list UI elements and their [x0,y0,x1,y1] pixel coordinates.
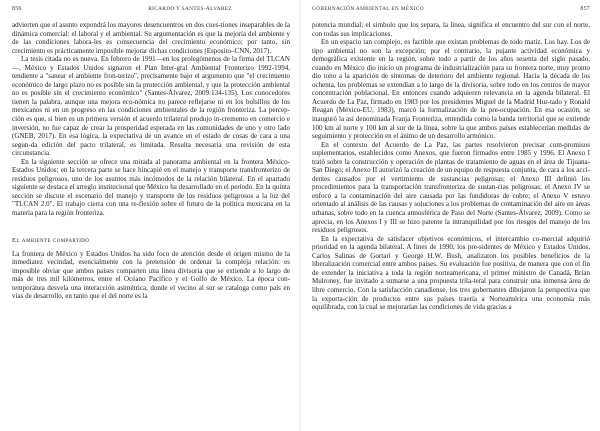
right-body-text [312,21,590,312]
left-paragraph-1: advierten que el asunto expondrá los mayores desencuentros en dos cues-tiones inseparables de la dinámica comercial: el laboral y el ambiental. Su argumentación es que la mejoría del ambiente y de las condiciones labora-les es consecuencia del crecimiento económico; por tanto, sin crecimiento es prácticamente imposible mejorar dichas condiciones (Esposito–CNN, 2017). [12,21,290,55]
left-running-title: RICARDO Y SANTES-ÁLVAREZ [148,6,232,12]
right-page [300,0,600,431]
left-body-text [12,21,290,301]
right-paragraph-4: En la expectativa de satisfacer objetivos económicos, el intercambio co-mercial adquirió prioridad en la agenda bilateral. A fines de 1990, los pre-sidentes de México y Estados Unidos, Carlos Salinas de Gortari y George H.W. Bush, analizaron los posibles beneficios de la liberalización comercial entre ambos países. Su evaluación fue positiva, de manera que con el fin de extender la iniciativa a toda la región norteamericana, el primer ministro de Canadá, Brian Mulroney, fue invitado a sumarse a una propuesta trila-teral para construir una inmensa área de libre comercio. Con la satisfacción canadiense, los tres gobernantes dibujaron la perspectiva que la exporta-ción de productos entre sus países traería a Norteamérica una economía más equilibrada, con la cual se mejorarían las condiciones de vida gracias a [312,234,590,312]
section-paragraph-1: La frontera de México y Estados Unidos ha sido foco de atención desde el origen mismo de la inmediatez vecindad, esencialmente con la pretensión de ordenar la compleja relación: es imposible obviar que ambos países comparten una línea divisoria que se extiende a lo largo de más de tres mil kilómetros, entre el Océano Pacífico y el Golfo de México. La época con-temporánea desvela una interacción asimétrica, donde el vecino al sur se cataloga como país en vías de desarrollo, en tanto que el del norte es la [12,249,290,301]
right-running-title: GOBERNACIÓN AMBIENTAL EN MÉXICO [312,6,424,12]
left-paragraph-3: En la siguiente sección se ofrece una mirada al panorama ambiental en la frontera México-Estados Unidos; en la tercera parte se hace hincapié en el manejo y transporte transfronterizo de residuos peligrosos, uno de los asuntos más incómodos de la relación bilateral. En el apartado siguiente se destaca el arreglo institucional que México ha desarrollado en el periodo. En la quinta sección se discute el escenario del manejo y transporte de los residuos peligrosos a la luz del "TLCAN 2.0". El trabajo cierra con una re-flexión sobre el futuro de la política mexicana en la materia para la región fronteriza. [12,157,290,218]
right-page-number: 857 [580,6,590,12]
right-paragraph-3: En el contexto del Acuerdo de La Paz, las partes resolvieron precisar com-promisos suplementarios, establecidos como Anexos, que fueron firmados entre 1985 y 1996. El Anexo I trató sobre la construcción y operación de plantas de tratamiento de aguas en el área de Tijuana-San Diego; el Anexo II autorizó la creación de un equipo de respuesta conjunta, de cara a los acci-dentes causados por el vertimiento de sustancias peligrosas; el Anexo III definió los procedimientos para la transportación transfronteriza de sustan-cias peligrosas; el Anexo IV se enfocó a la contaminación del aire causada por las fundidoras de cobre; el Anexo V estuvo orientado al análisis de las causas y soluciones a los problemas de contaminación del aire en áreas urbanas, sobre todo en la cuenca atmosférica de Paso del Norte (Santes-Álvarez, 2009). Como se aprecia, en los Anexos I y III se hizo patente la intranquilidad por los riesgos del manejo de los residuos peligrosos. [312,140,590,235]
left-paragraph-2: La tesis citada no es nueva. En febrero de 1991—en los prolegómenos de la firma del TLCAN—, México y Estados Unidos signaron el Plan Inter-gral Ambiental Fronterizo 1992-1994, tendiente a "sanear el ambiente fron-terizo", precisamente bajo el argumento que "el crecimiento económico de largo plazo no es posible sin la protección ambiental, y que la protección ambiental no es posible sin el crecimiento económico" (Santes-Álvarez, 2009:134-135). Los conocedores tienen la palabra, aunque una mejora eco-nómica no parece reflejarse ni en los bolsillos de los mexicanos ni en un progreso en las condiciones ambientales de la región fronteriza. La percep-ción es que, si bien es un primera versión el acuerdo trilateral produjo in-cremento en comercio e inversión, no fue capaz de crear la prosperidad esperada en las comunidades de uno y otro lado (GNEB, 2017). En esa lógica, la expectativa de un avance en el estado de cosas de cara a una segun-da edición del pacto trilateral, es limitada. Resulta necesaria una revisión de esta circunstancia. [12,55,290,158]
right-paragraph-1: potencia mundial; el simbolo que los separa, la línea, significa el encuentro del sur con el norte, con todas sus implicaciones. [312,21,590,38]
right-running-head [312,6,590,15]
left-running-head [12,6,290,15]
right-paragraph-2: En un espacio tan complejo, es factible que existan problemas de todo matiz. Los hay. Los de tipo ambiental no son la excepción; por el contrario, la pujante actividad económica y demográfica existente en la región, sobre todo a partir de los años sesenta del siglo pasado, cuando en México dio inicio un programa de industrialización para su frontera norte, muy pronto dio tono a la aparición de síntomas de deterioro del ambiente regional. Hacia la década de los ochenta, los problemas se extendían a lo largo de la divisoria, sobre todo en los centros de mayor concentración poblacional. En entonces cuando adquieren relevancia en la agenda bilateral. El Acuerdo de La Paz, firmado en 1983 por los presidentes Miguel de la Madrid Hur-tado y Ronald Reagan (México-EU, 1983), marcó la formalización de la pre-ocupación. En esa ocasión, se inauguró la así denominada Franja Fronteriza, entendida como la banda territorial que se extiende 100 km al norte y 100 km al sur de la línea, sobre la que ambos países establecerían medidas de seguimiento y protección en el ánimo de un desarrollo armónico. [312,38,590,141]
section-heading: El ambiente compartido [12,236,90,244]
left-page-number: 856 [12,6,22,12]
